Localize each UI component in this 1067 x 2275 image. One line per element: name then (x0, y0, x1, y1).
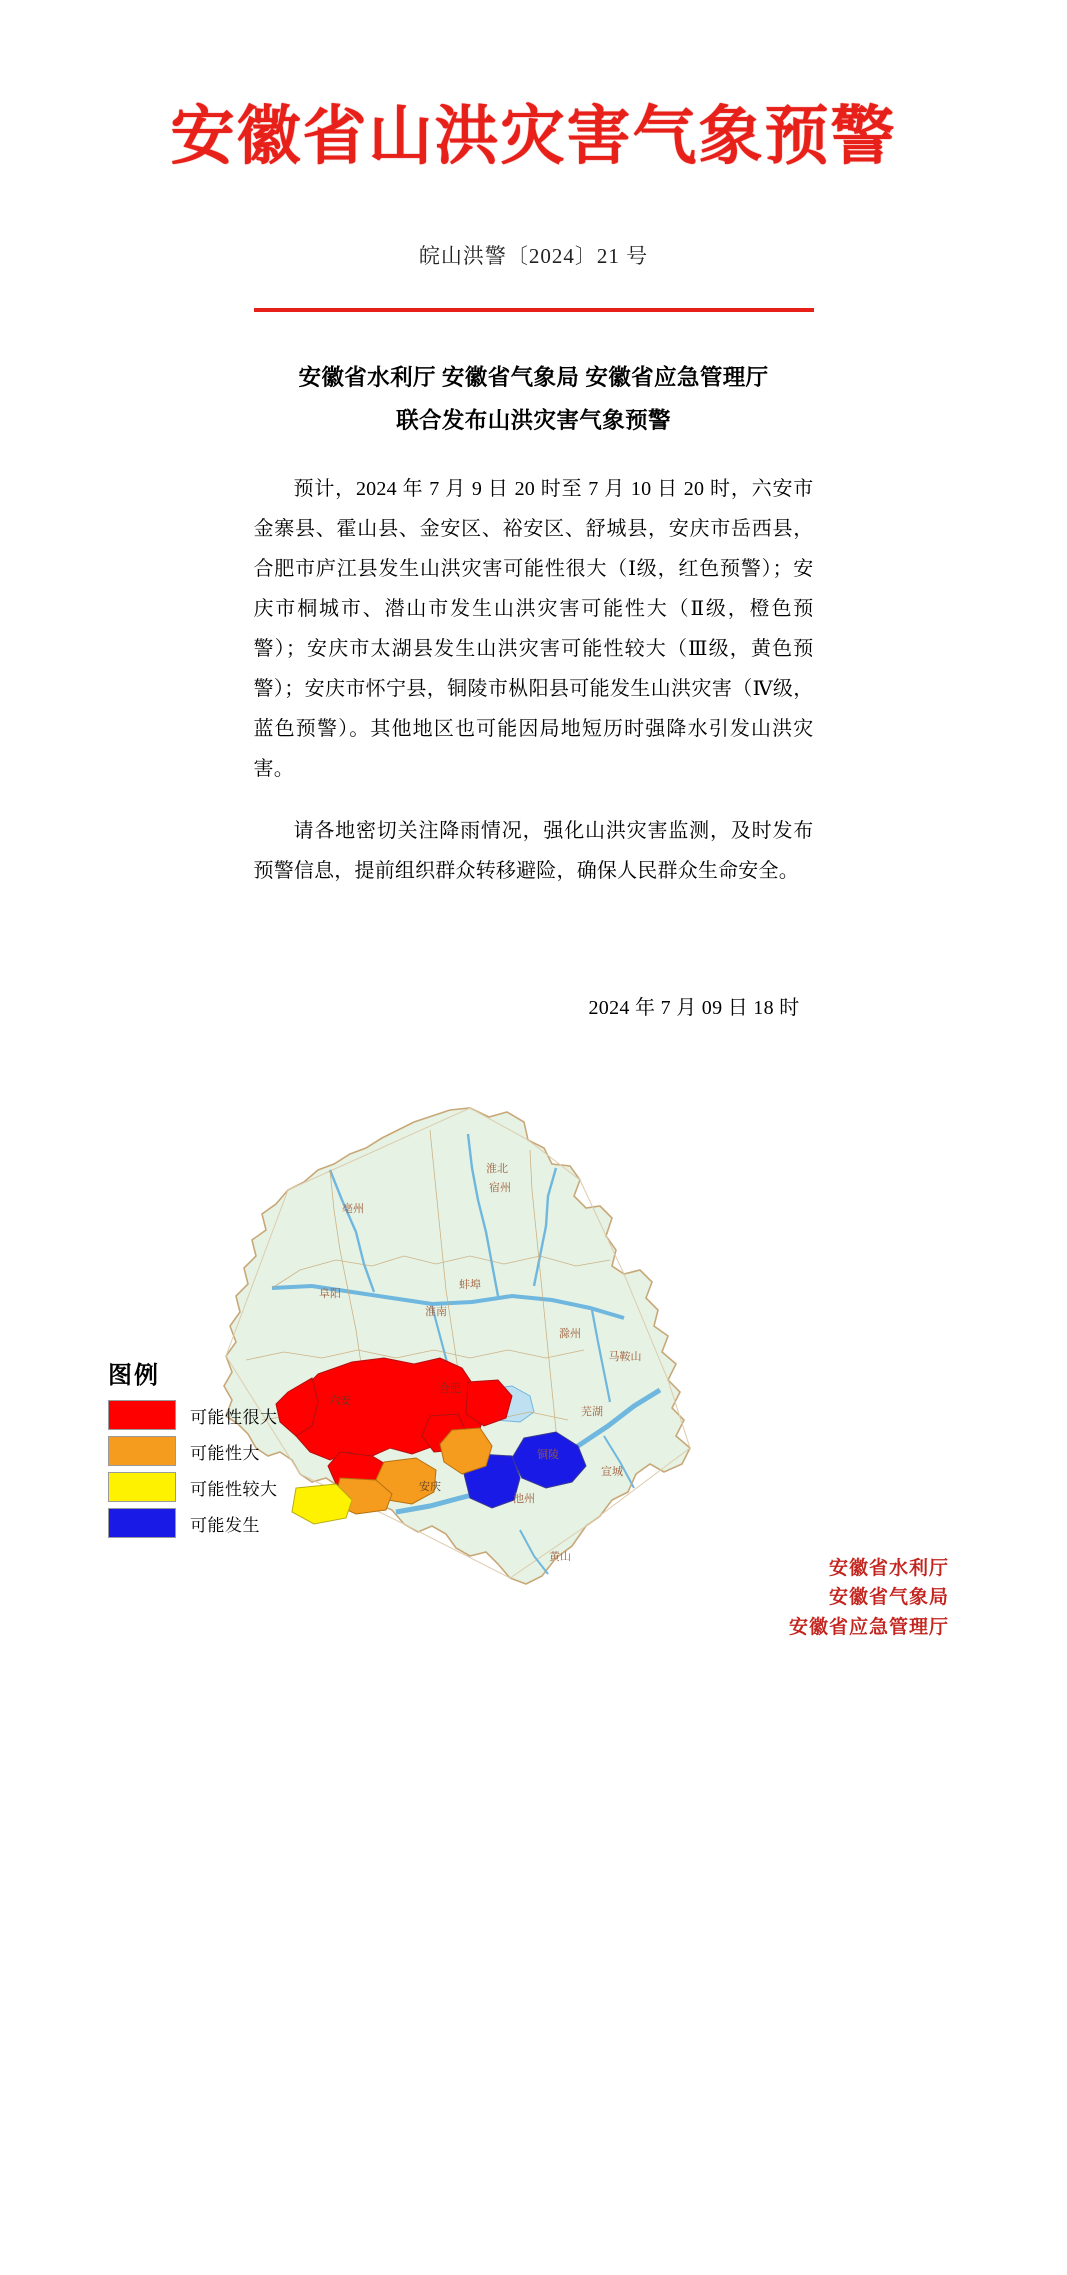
map-legend (108, 1355, 338, 1544)
svg-text:安庆: 安庆 (419, 1481, 441, 1494)
legend-item-level3 (108, 1472, 338, 1502)
subject-line-agencies: 安徽省水利厅 安徽省气象局 安徽省应急管理厅 (298, 364, 769, 390)
svg-text:马鞍山: 马鞍山 (608, 1351, 642, 1364)
legend-item-level1 (108, 1400, 338, 1430)
issuer-line-water: 安徽省水利厅 (828, 1558, 949, 1580)
document-body (254, 312, 814, 1021)
svg-text:池州: 池州 (513, 1493, 535, 1506)
svg-text:六安: 六安 (329, 1395, 351, 1408)
document-number: 皖山洪警〔2024〕21 号 (418, 243, 649, 268)
legend-title: 图例 (108, 1363, 160, 1390)
paragraph-forecast: 预计，2024 年 7 月 9 日 20 时至 7 月 10 日 20 时，六安市金寨县、霍山县、金安区、裕安区、舒城县，安庆市岳西县，合肥市庐江县发生山洪灾害可能性很大（Ⅰ级，红色预警）；安庆市桐城市、潜山市发生山洪灾害可能性大（Ⅱ级，橙色预警）；安庆市太湖县发生山洪灾害可能性较大（Ⅲ级，黄色预警）；安庆市怀宁县，铜陵市枞阳县可能发生山洪灾害（Ⅳ级，蓝色预警）。其他地区也可能因局地短历时强降水引发山洪灾害。 (253, 478, 814, 781)
svg-text:蚌埠: 蚌埠 (459, 1279, 481, 1292)
svg-text:滁州: 滁州 (559, 1328, 581, 1341)
issuer-signature (789, 1554, 949, 1642)
svg-text:淮南: 淮南 (425, 1306, 447, 1319)
legend-swatch-red (108, 1400, 176, 1430)
svg-text:淮北: 淮北 (486, 1163, 508, 1176)
issue-datetime: 2024 年 7 月 09 日 18 时 (588, 997, 800, 1020)
legend-label-level3: 可能性较大 (190, 1479, 278, 1499)
svg-text:阜阳: 阜阳 (319, 1288, 341, 1301)
legend-item-level4 (108, 1508, 338, 1538)
svg-text:宣城: 宣城 (601, 1466, 623, 1479)
svg-text:宿州: 宿州 (489, 1182, 511, 1195)
legend-swatch-blue (108, 1508, 176, 1538)
svg-text:黄山: 黄山 (549, 1551, 571, 1564)
legend-swatch-orange (108, 1436, 176, 1466)
svg-text:合肥: 合肥 (439, 1383, 461, 1396)
svg-text:亳州: 亳州 (342, 1203, 364, 1216)
legend-label-level2: 可能性大 (190, 1443, 260, 1463)
legend-swatch-yellow (108, 1472, 176, 1502)
subject-line-action: 联合发布山洪灾害气象预警 (396, 408, 671, 434)
warning-map (0, 1060, 1067, 1700)
page-title: 安徽省山洪灾害气象预警 (170, 101, 897, 172)
paragraph-instruction: 请各地密切关注降雨情况，强化山洪灾害监测，及时发布预警信息，提前组织群众转移避险，确保人民群众生命安全。 (253, 820, 814, 883)
legend-label-level4: 可能发生 (190, 1515, 260, 1535)
legend-label-level1: 可能性很大 (190, 1407, 278, 1427)
svg-text:铜陵: 铜陵 (537, 1449, 559, 1462)
legend-item-level2 (108, 1436, 338, 1466)
issuer-line-meteorology: 安徽省气象局 (828, 1587, 949, 1609)
issuer-line-emergency: 安徽省应急管理厅 (788, 1616, 949, 1638)
svg-text:芜湖: 芜湖 (581, 1406, 603, 1419)
